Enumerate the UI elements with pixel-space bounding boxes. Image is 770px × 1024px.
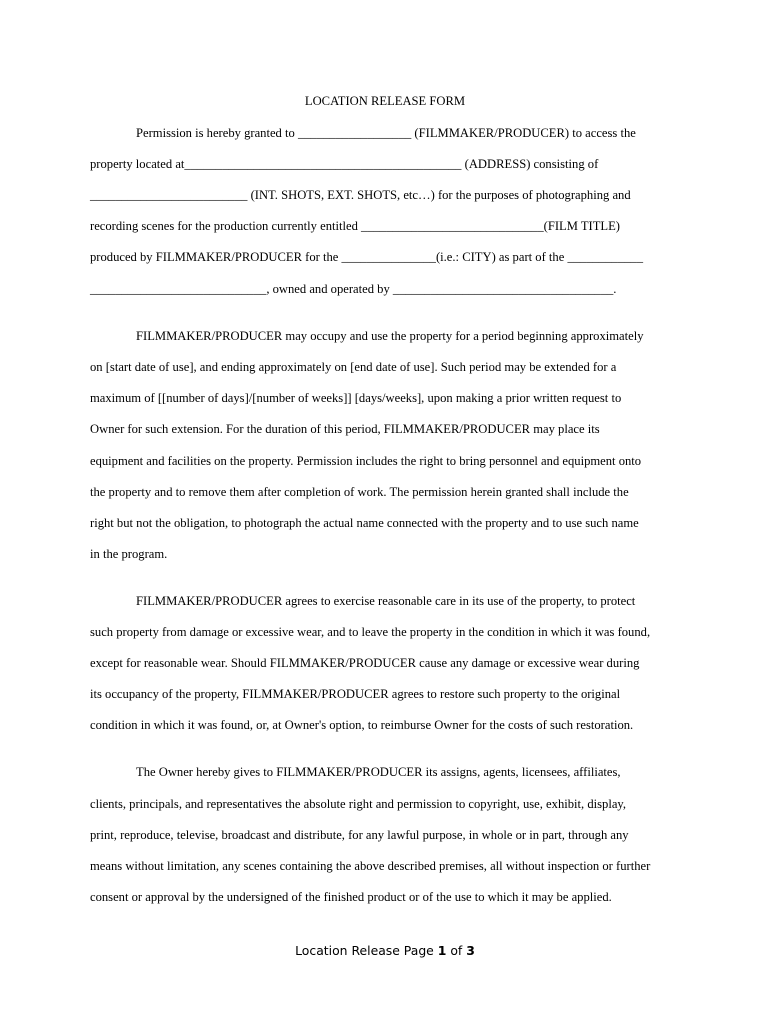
footer-label: Location Release Page — [295, 943, 434, 958]
text-line: the property and to remove them after completion of work. The permission herein granted shall include the — [90, 485, 629, 499]
text-line: ____________________________, owned and operated by ___________________________________. — [90, 282, 617, 296]
text-line: its occupancy of the property, FILMMAKER/PRODUCER agrees to restore such property to the original — [90, 687, 621, 701]
text-line: recording scenes for the production currently entitled _____________________________(FILM TITLE) — [90, 219, 620, 233]
footer-page-total: 3 — [466, 943, 475, 958]
text-line: such property from damage or excessive wear, and to leave the property in the condition in which it was found, — [90, 625, 651, 639]
text-line: in the program. — [90, 547, 168, 561]
text-line: condition in which it was found, or, at Owner's option, to reimburse Owner for the costs of such restoration. — [90, 718, 634, 732]
text-line: consent or approval by the undersigned of the finished product or of the use to which it may be applied. — [90, 890, 612, 904]
text-line: Owner for such extension. For the duration of this period, FILMMAKER/PRODUCER may place its — [90, 422, 600, 436]
text-line: _________________________ (INT. SHOTS, EXT. SHOTS, etc…) for the purposes of photographing and — [90, 188, 631, 202]
text-line: property located at____________________________________________ (ADDRESS) consisting of — [90, 157, 599, 171]
text-line: on [start date of use], and ending approximately on [end date of use]. Such period may be extended for a — [90, 360, 617, 374]
text-line: means without limitation, any scenes containing the above described premises, all without inspection or further — [90, 859, 651, 873]
document-title: LOCATION RELEASE FORM — [304, 94, 466, 108]
text-line: The Owner hereby gives to FILMMAKER/PRODUCER its assigns, agents, licensees, affiliates, — [136, 765, 621, 779]
text-line: clients, principals, and representatives the absolute right and permission to copyright, use, exhibit, display, — [90, 797, 627, 811]
text-line: equipment and facilities on the property. Permission includes the right to bring personnel and equipment onto — [90, 454, 642, 468]
text-line: produced by FILMMAKER/PRODUCER for the _______________(i.e.: CITY) as part of the ____________ — [90, 250, 644, 264]
text-line: right but not the obligation, to photograph the actual name connected with the property and to use such name — [90, 516, 639, 530]
footer-of-label: of — [450, 943, 463, 958]
page-footer — [0, 943, 770, 959]
text-line: Permission is hereby granted to __________________ (FILMMAKER/PRODUCER) to access the — [136, 126, 636, 140]
text-line: print, reproduce, televise, broadcast and distribute, for any lawful purpose, in whole or in part, through any — [90, 828, 629, 842]
text-line: FILMMAKER/PRODUCER agrees to exercise reasonable care in its use of the property, to protect — [136, 594, 636, 608]
text-line: FILMMAKER/PRODUCER may occupy and use the property for a period beginning approximately — [136, 329, 644, 343]
text-line: maximum of [[number of days]/[number of weeks]] [days/weeks], upon making a prior written request to — [90, 391, 622, 405]
footer-page-number: 1 — [437, 943, 447, 958]
text-line: except for reasonable wear. Should FILMMAKER/PRODUCER cause any damage or excessive wear during — [90, 656, 640, 670]
